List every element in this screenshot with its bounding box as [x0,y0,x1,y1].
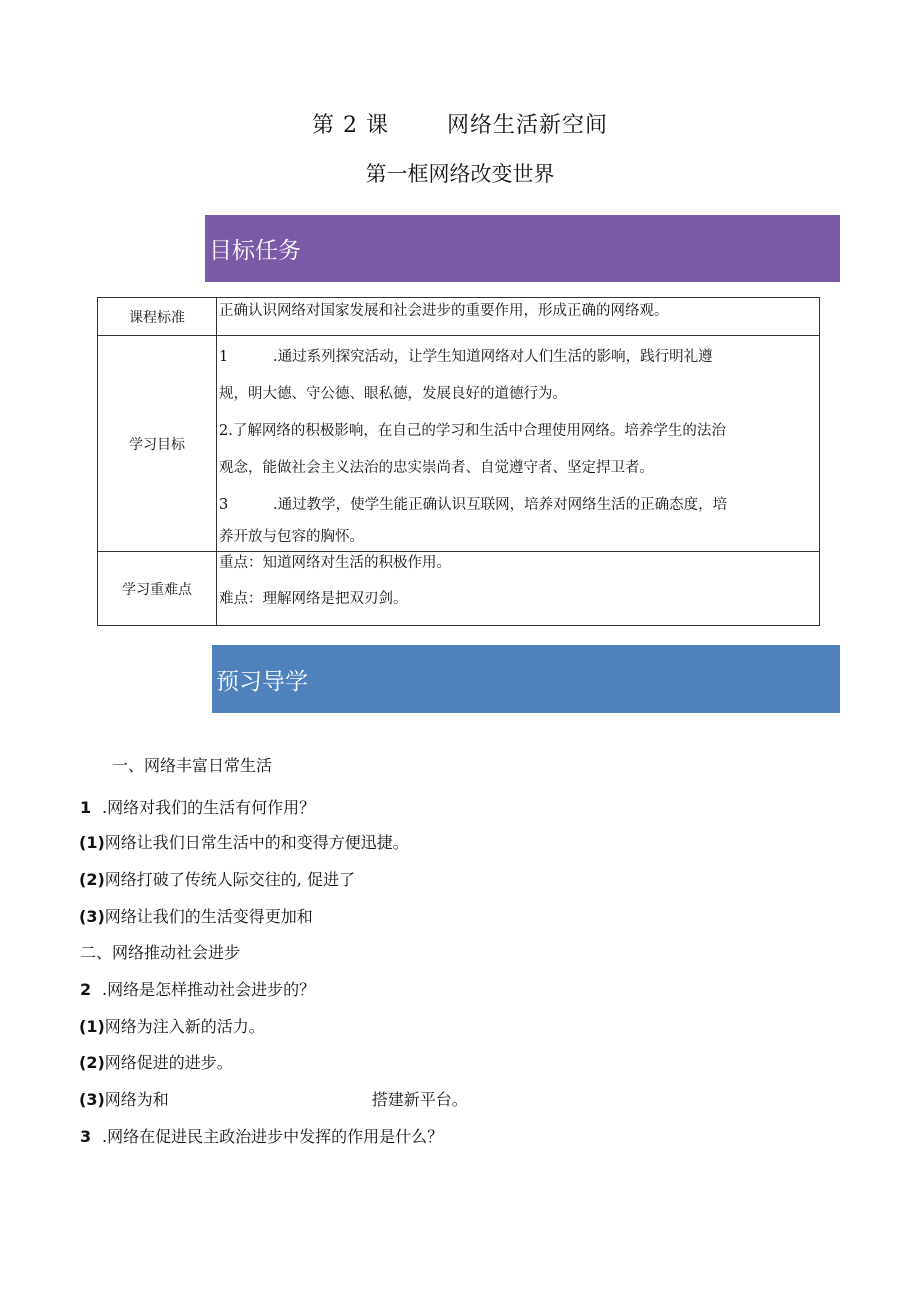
lesson-number: 第 2 课 [312,113,389,138]
objective-2-line-2: 观念，能做社会主义法治的忠实崇尚者、自觉遵守者、坚定捍卫者。 [219,460,654,476]
section-subtitle: 第一框网络改变世界 [365,162,555,186]
table-row [98,298,820,336]
objectives-label: 学习目标 [98,336,217,552]
objective-1-line-2: 规，明大德、守公德、眼私德，发展良好的道德行为。 [219,386,567,402]
question-1 [80,795,315,818]
objective-3-line-1 [219,487,817,524]
objective-3-number: 3 [219,497,229,513]
key-point: 重点：知道网络对生活的积极作用。 [219,555,451,571]
section-2-heading: 二、网络推动社会进步 [80,943,241,962]
answer-2-1 [79,1014,265,1037]
objectives-cell [217,336,820,552]
answer-1-1-number: (1) [79,833,105,852]
answer-1-1 [79,830,409,853]
question-2 [80,977,315,1000]
answer-1-3-text: 网络让我们的生活变得更加和 [104,907,313,926]
goals-banner-label: 目标任务 [209,238,301,264]
section-1-heading: 一、网络丰富日常生活 [112,756,273,775]
answer-1-2-number: (2) [79,870,105,889]
answer-2-3-number: (3) [79,1090,105,1109]
answer-2-1-number: (1) [79,1017,105,1036]
objective-3-line-2: 养开放与包容的胸怀。 [219,529,364,545]
answer-2-3 [79,1087,468,1110]
standard-label: 课程标准 [98,298,217,336]
answer-2-2-text: 网络促进的进步。 [104,1053,233,1072]
objective-1-text: .通过系列探究活动，让学生知道网络对人们生活的影响，践行明礼遵 [273,349,713,365]
answer-2-2 [79,1050,233,1073]
question-2-text: .网络是怎样推动社会进步的？ [102,980,316,999]
difficult-point: 难点：理解网络是把双刃剑。 [219,591,408,607]
keypoints-cell [217,552,820,626]
answer-1-2 [79,867,355,890]
table-row [98,336,820,552]
preview-banner [212,645,840,713]
objective-1-number: 1 [219,349,229,365]
standard-cell [217,298,820,336]
question-3-text: .网络在促进民主政治进步中发挥的作用是什么？ [102,1127,444,1146]
answer-1-2-text: 网络打破了传统人际交往的, 促进了 [104,870,355,889]
lesson-name: 网络生活新空间 [446,113,608,138]
table-row [98,552,820,626]
keypoints-label: 学习重难点 [98,552,217,626]
answer-2-3-text-a: 网络为和 [104,1090,169,1109]
answer-1-1-text: 网络让我们日常生活中的和变得方便迅捷。 [104,833,409,852]
answer-2-2-number: (2) [79,1053,105,1072]
answer-1-3-number: (3) [79,907,105,926]
standard-text: 正确认识网络对国家发展和社会进步的重要作用，形成正确的网络观。 [219,303,669,319]
answer-1-3 [79,904,313,927]
question-1-text: .网络对我们的生活有何作用？ [102,798,316,817]
answer-2-3-text-b: 搭建新平台。 [371,1090,468,1109]
goals-table [97,297,820,626]
question-3-number: 3 [80,1127,92,1146]
question-2-number: 2 [80,980,92,999]
question-1-number: 1 [80,798,92,817]
goals-banner [205,215,840,282]
objective-1-line-1 [219,339,817,376]
answer-2-1-text: 网络为注入新的活力。 [104,1017,265,1036]
objective-3-text: .通过教学，使学生能正确认识互联网，培养对网络生活的正确态度，培 [273,497,728,513]
question-3 [80,1124,443,1147]
objective-2-line-1: 2.了解网络的积极影响，在自己的学习和生活中合理使用网络。培养学生的法治 [219,423,726,439]
lesson-title [0,108,920,139]
preview-banner-label: 预习导学 [216,668,308,695]
